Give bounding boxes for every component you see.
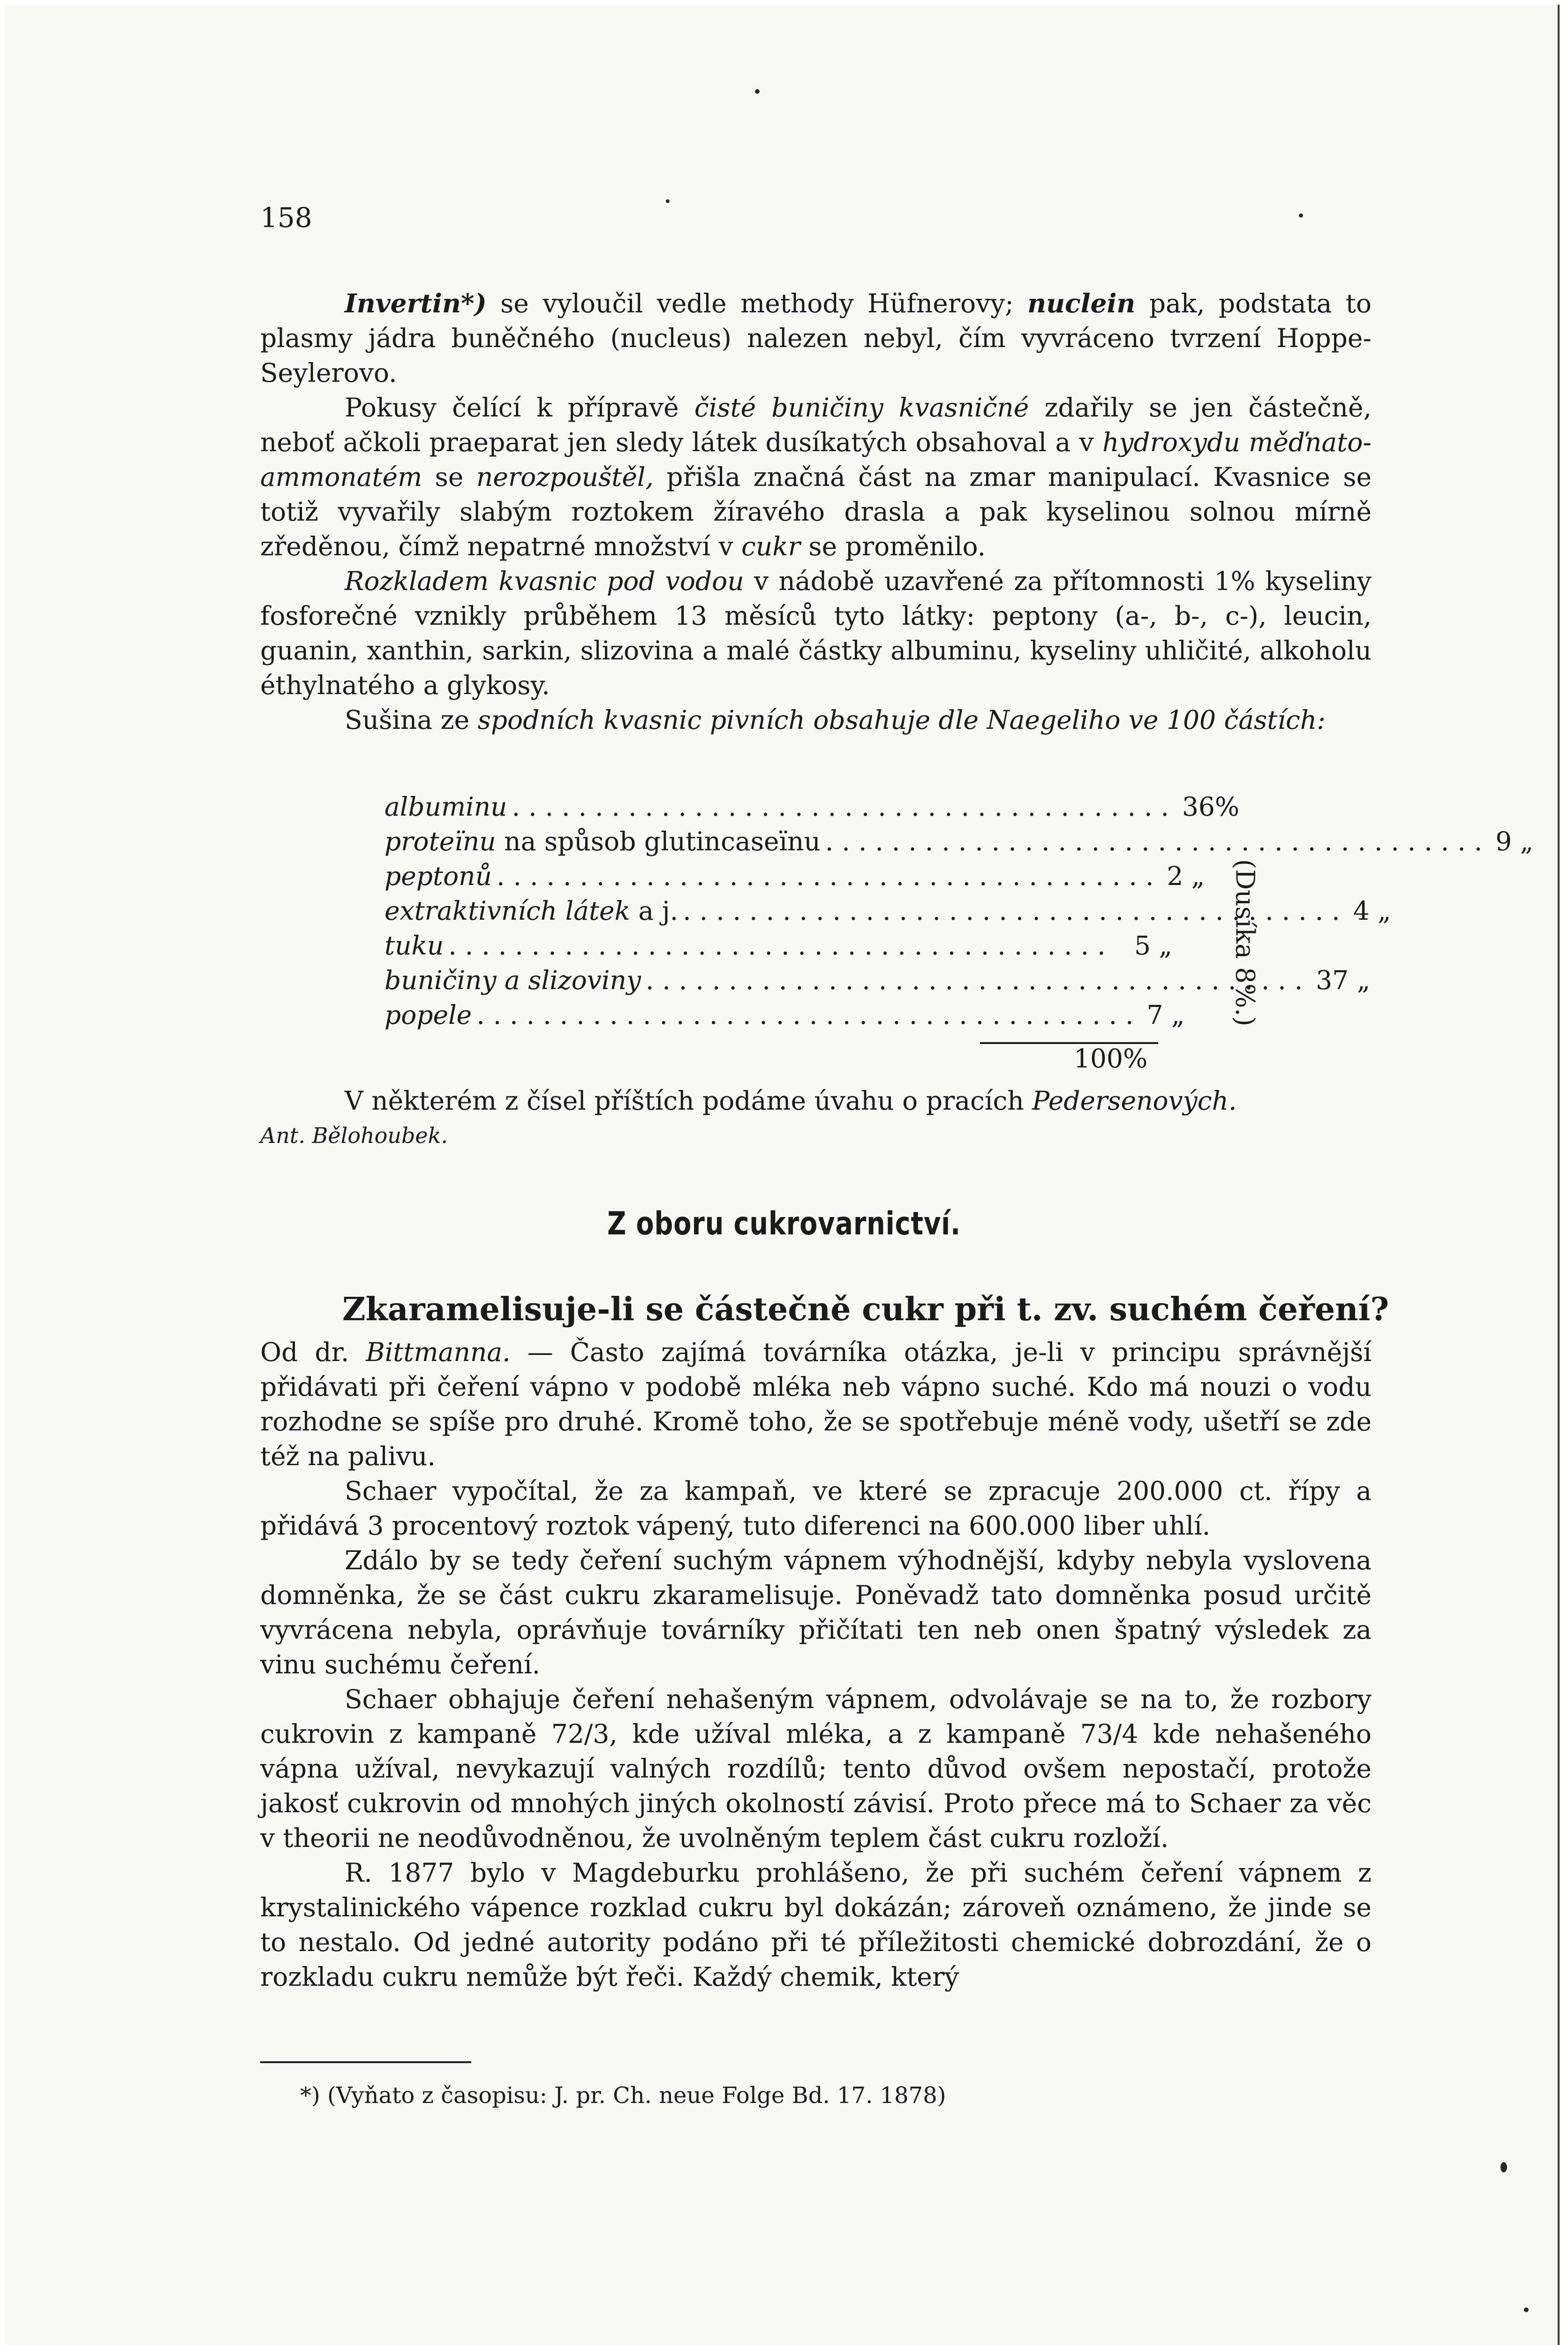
text-run: pak, podstata to plasmy jádra buněčného (nucleus) nalezen nebyl, čím vyvráceno tvrzení Hoppe-Seylerovo. — [260, 288, 1372, 388]
row-label-italic: peptonů — [384, 861, 492, 891]
table-row — [384, 826, 1534, 861]
article-paragraph: Zdálo by se tedy čeření suchým vápnem výhodnější, kdyby nebyla vyslovena domněnka, že se část cukru zkaramelisuje. Poněvadž tato domněnka posud určitě vyvrácena nebyla, oprávňuje továrníky přičítati ten neb onen špatný výsledek za vinu suchému čeření. — [260, 1545, 1372, 1679]
term-invertin: Invertin*) — [345, 288, 487, 318]
row-label — [384, 792, 507, 822]
section-heading: Z oboru cukrovarnictví. — [607, 1205, 961, 1242]
article-title: Zkaramelisuje-li se částečně cukr při t. zv. suchém čeření? — [342, 1291, 1389, 1328]
leader-dots: ........................................ — [683, 896, 1349, 926]
page-number: 158 — [260, 202, 312, 234]
ink-speck — [1299, 213, 1303, 218]
text-run: Pokusy čelící k přípravě — [345, 393, 694, 423]
row-label-plain: a j. — [630, 896, 678, 926]
paragraph-pokusy — [260, 390, 1372, 564]
text-run: V některém z čísel příštích podáme úvahu o pracích — [345, 1086, 1033, 1116]
nitrogen-side-note — [1219, 830, 1271, 1055]
text-run: v nádobě uzavřené za přítomnosti 1% kyseliny fosforečné vznikly průběhem 13 měsíců tyto látky: peptony (a-, b-, c-), leucin, guanin, xanthin, sarkin, slizovina a malé částky albuminu, kyseliny uhličité, alkoholu éthylnatého a glykosy. — [260, 566, 1372, 700]
leader-dots: ........................................ — [512, 792, 1177, 822]
row-label — [384, 930, 444, 961]
article-paragraph: Schaer vypočítal, že za kampaň, ve které se zpracuje 200.000 ct. řípy a přidává 3 procentový roztok vápený, tuto diferenci na 600.000 liber uhlí. — [260, 1476, 1372, 1541]
article-body — [260, 1335, 1372, 1994]
row-label — [384, 896, 678, 926]
row-value: 7 „ — [1146, 1000, 1185, 1030]
ink-speck — [666, 199, 670, 203]
term-cukr: cukr — [741, 531, 800, 561]
text-run: zdařily se jen částečně, neboť ačkoli praeparat jen sledy látek dusíkatých obsahoval a v — [260, 393, 1372, 457]
author-name: Bittmanna. — [366, 1337, 511, 1367]
text-run: se vyloučil vedle methody Hüfnerovy; — [486, 288, 1028, 318]
ink-speck — [1524, 2307, 1529, 2312]
text-run: se — [422, 462, 476, 492]
row-label — [384, 965, 641, 995]
ink-speck — [755, 89, 760, 94]
row-label — [384, 826, 821, 856]
text-run: se proměnilo. — [800, 531, 986, 561]
article-paragraph — [260, 1335, 1372, 1474]
footnote: *) (Vyňato z časopisu: J. pr. Ch. neue Folge Bd. 17. 1878) — [300, 2082, 946, 2109]
paragraph-closing — [260, 1083, 1372, 1118]
text-run: Od dr. — [260, 1337, 366, 1367]
table-row — [384, 1000, 1185, 1035]
paragraph-invertin — [260, 286, 1372, 390]
row-value: 4 „ — [1353, 896, 1391, 926]
side-note-text: (Dusíka 8%.) — [1230, 859, 1260, 1027]
term-nerozpoustel: nerozpouštěl, — [476, 462, 654, 492]
row-label-italic: proteïnu — [384, 826, 496, 856]
leader-dots: ........................................ — [448, 930, 1114, 961]
top-section — [260, 286, 1372, 737]
table-row — [384, 861, 1205, 896]
text-run: přišla značná část na zmar manipulací. Kvasnice se totiž vyvařily slabým roztokem žíravého drasla a pak kyselinou solnou mírně zředěnou, čímž nepatrné množství v — [260, 462, 1372, 561]
row-value: 2 „ — [1167, 861, 1205, 891]
term-pedersenovych: Pedersenových. — [1032, 1086, 1237, 1116]
text-run: — Často zajímá továrníka otázka, je-li v principu správnější přidávati při čeření vápno v podobě mléka neb vápno suché. Kdo má nouzi o vodu rozhodne se spíše pro druhé. Kromě toho, že se spotřebuje méně vody, ušetří se zde též na palivu. — [260, 1337, 1372, 1471]
term-rozkladem: Rozkladem kvasnic pod vodou — [345, 566, 744, 596]
article-paragraph: Schaer obhajuje čeření nehašeným vápnem, odvolávaje se na to, že rozbory cukrovin z kampaně 72/3, kde užíval mléka, a z kampaně 73/4 kde nehašeného vápna užíval, nevykazují valných rozdílů; tento důvod ovšem nepostačí, protože jakosť cukrovin od mnohých jiných okolností závisí. Proto přece má to Schaer za věc v theorii ne neodůvodněnou, že uvolněným teplem část cukru rozloží. — [260, 1684, 1372, 1853]
leader-dots: ........................................ — [476, 1000, 1142, 1030]
closing-section — [260, 1083, 1372, 1153]
row-label-plain: na spůsob glutincaseïnu — [496, 826, 821, 856]
term-ciste-buniciny: čisté buničiny kvasničné — [694, 393, 1029, 423]
article-paragraph: R. 1877 bylo v Magdeburku prohlášeno, že při suchém čeření vápnem z krystalinického vápence rozklad cukru byl dokázán; zároveň oznámeno, že jinde se to nestalo. Od jedné autority podáno při té příležitosti chemické dobrozdání, že o rozkladu cukru nemůže být řeči. Každý chemik, který — [260, 1858, 1372, 1992]
table-row — [384, 896, 1391, 930]
row-value: 37 „ — [1316, 965, 1371, 995]
leader-dots: ........................................ — [825, 826, 1491, 856]
row-label-italic: buničiny a slizoviny — [384, 965, 641, 995]
row-value: 9 „ — [1495, 826, 1534, 856]
signature: Ant. Bělohoubek. — [260, 1123, 448, 1148]
table-row — [384, 965, 1371, 1000]
leader-dots: ........................................ — [645, 965, 1312, 995]
row-label-italic: albuminu — [384, 792, 507, 822]
term-hydroxydu: hydroxydu měďnato-ammonatém — [260, 427, 1372, 492]
term-nuclein: nuclein — [1027, 288, 1136, 318]
table-row — [384, 930, 1172, 965]
row-label-italic: popele — [384, 1000, 472, 1030]
table-row — [384, 792, 1240, 826]
leader-dots: ........................................ — [497, 861, 1162, 891]
text-run: Sušina ze — [345, 705, 478, 735]
row-label — [384, 861, 492, 891]
row-label-italic: extraktivních látek — [384, 896, 630, 926]
footnote-rule — [260, 2061, 471, 2063]
ink-speck — [1500, 2162, 1507, 2172]
row-value: 36% — [1182, 792, 1240, 822]
term-spodnich-kvasnic: spodních kvasnic pivních obsahuje dle Naegeliho ve 100 částích: — [477, 705, 1326, 735]
paragraph-susina — [260, 703, 1372, 737]
table-total: 100% — [1074, 1044, 1148, 1074]
row-label-italic: tuku — [384, 930, 444, 961]
row-label — [384, 1000, 472, 1030]
row-value: 5 „ — [1134, 930, 1172, 961]
paragraph-rozkladem — [260, 564, 1372, 703]
